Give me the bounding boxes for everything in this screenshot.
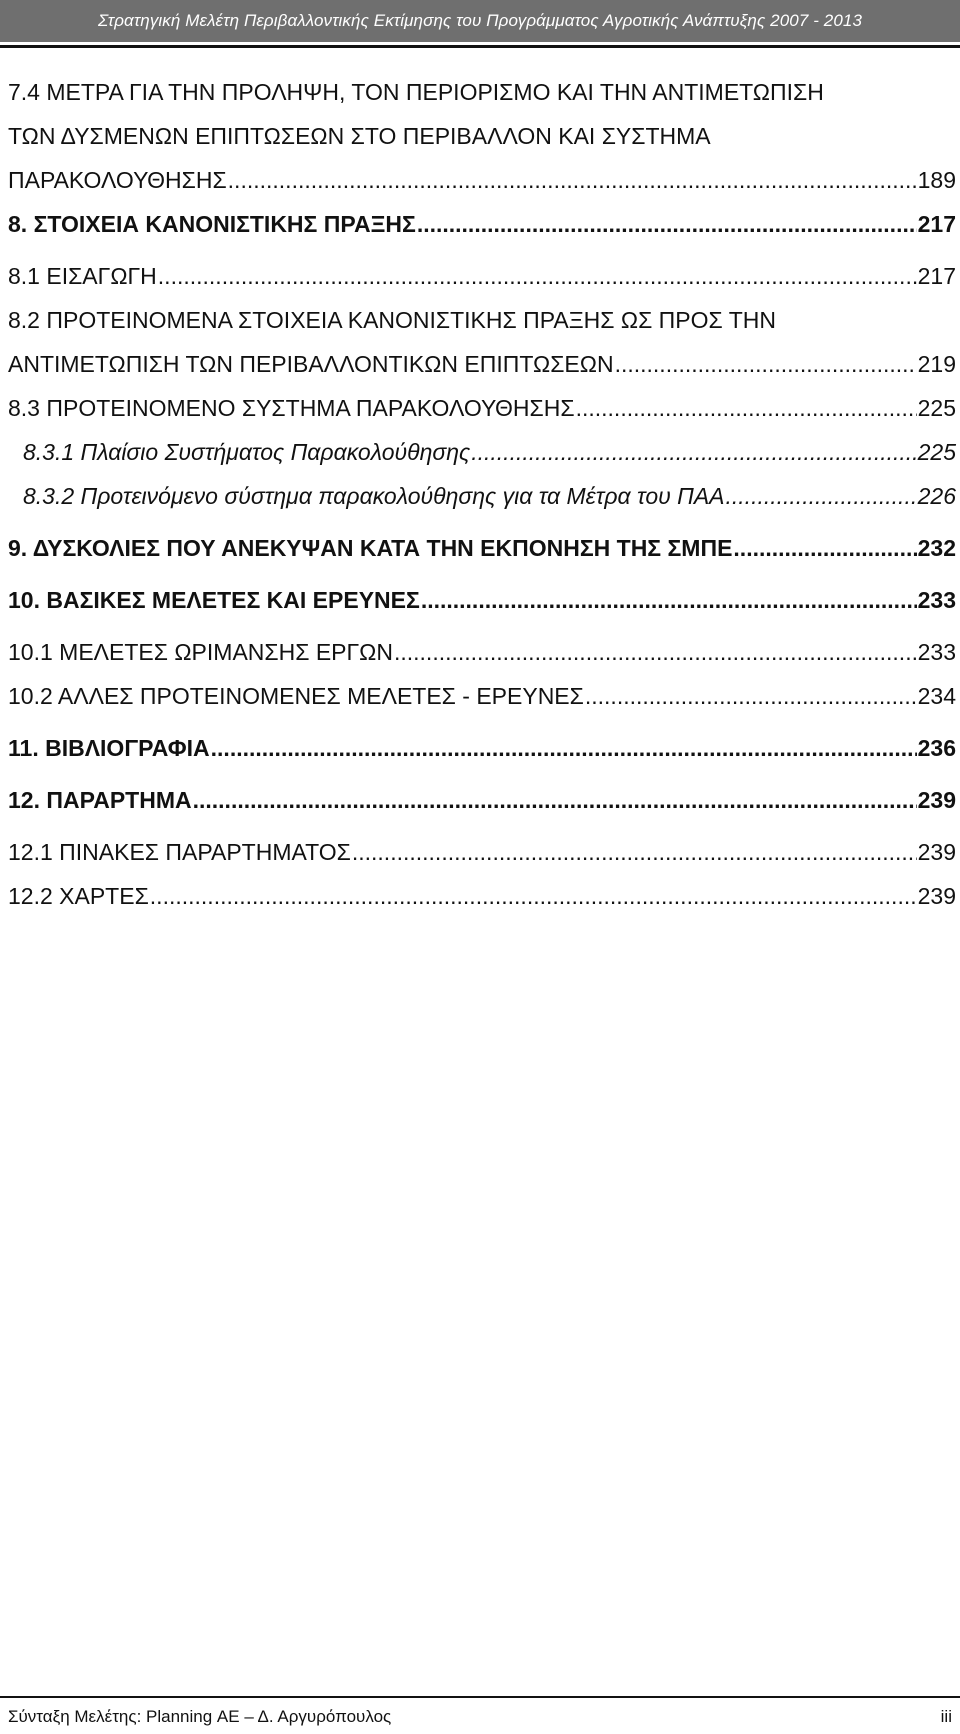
dot-leader [585,674,917,718]
toc-entry-12-1[interactable] [8,830,956,874]
toc-entry-10-1[interactable] [8,630,956,674]
toc-page-number: 233 [917,639,956,665]
dot-leader [228,158,917,202]
dot-leader [150,874,917,918]
dot-leader [211,726,917,770]
toc-entry-9[interactable] [8,526,956,570]
toc-page-number: 239 [917,883,956,909]
dot-leader [421,578,917,622]
toc-entry-title: 8.3 ΠΡΟΤΕΙΝΟΜΕΝΟ ΣΥΣΤΗΜΑ ΠΑΡΑΚΟΛΟΥΘΗΣΗΣ [8,395,575,421]
toc-entry-title: 12.2 ΧΑΡΤΕΣ [8,883,149,909]
toc-entry-10[interactable] [8,578,956,622]
dot-leader [352,830,917,874]
toc-entry-line: ΤΩΝ ΔΥΣΜΕΝΩΝ ΕΠΙΠΤΩΣΕΩΝ ΣΤΟ ΠΕΡΙΒΑΛΛΟΝ ΚΑΙ ΣΥΣΤΗΜΑ [8,123,711,149]
toc-entry-title: 10.1 ΜΕΛΕΤΕΣ ΩΡΙΜΑΝΣΗΣ ΕΡΓΩΝ [8,639,393,665]
footer-divider [0,1696,960,1698]
dot-leader [726,474,917,518]
toc-entry-title: 12.1 ΠΙΝΑΚΕΣ ΠΑΡΑΡΤΗΜΑΤΟΣ [8,839,351,865]
toc-page-number: 236 [917,735,956,761]
toc-page-number: 232 [917,535,956,561]
toc-entry-12-2[interactable] [8,874,956,918]
toc-page-number: 219 [917,351,956,377]
toc-entry-title: 11. ΒΙΒΛΙΟΓΡΑΦΙΑ [8,735,210,761]
toc-entry-title: 10.2 ΑΛΛΕΣ ΠΡΟΤΕΙΝΟΜΕΝΕΣ ΜΕΛΕΤΕΣ - ΕΡΕΥΝΕΣ [8,683,584,709]
toc-page-number: 225 [917,395,956,421]
toc-entry-11[interactable] [8,726,956,770]
dot-leader [158,254,917,298]
toc-entry-7-4[interactable] [8,70,956,202]
toc-entry-title: 10. ΒΑΣΙΚΕΣ ΜΕΛΕΤΕΣ ΚΑΙ ΕΡΕΥΝΕΣ [8,587,420,613]
toc-entry-line: ΑΝΤΙΜΕΤΩΠΙΣΗ ΤΩΝ ΠΕΡΙΒΑΛΛΟΝΤΙΚΩΝ ΕΠΙΠΤΩΣΕΩΝ [8,351,614,377]
toc-page-number: 217 [917,211,956,237]
dot-leader [733,526,916,570]
toc-entry-10-2[interactable] [8,674,956,718]
toc-entry-line: 8.2 ΠΡΟΤΕΙΝΟΜΕΝΑ ΣΤΟΙΧΕΙΑ ΚΑΝΟΝΙΣΤΙΚΗΣ ΠΡΑΞΗΣ ΩΣ ΠΡΟΣ ΤΗΝ [8,307,776,333]
toc-entry-8-3-1[interactable] [8,430,956,474]
toc-entry-line: ΠΑΡΑΚΟΛΟΥΘΗΣΗΣ [8,167,227,193]
toc-page-number: 239 [917,787,956,813]
dot-leader [394,630,917,674]
toc-entry-title: 9. ΔΥΣΚΟΛΙΕΣ ΠΟΥ ΑΝΕΚΥΨΑΝ ΚΑΤΑ ΤΗΝ ΕΚΠΟΝΗΣΗ ΤΗΣ ΣΜΠΕ [8,535,733,561]
toc-page-number: 189 [917,167,956,193]
toc-page-number: 239 [917,839,956,865]
toc-page-number: 226 [917,483,956,509]
toc-page-number: 217 [917,263,956,289]
toc-entry-title: 12. ΠΑΡΑΡΤΗΜΑ [8,787,192,813]
toc-page-number: 225 [917,439,956,465]
header-divider [0,45,960,48]
toc-entry-8-3-2[interactable] [8,474,956,518]
dot-leader [417,202,917,246]
toc-entry-8-2[interactable] [8,298,956,386]
toc-entry-title: 8. ΣΤΟΙΧΕΙΑ ΚΑΝΟΝΙΣΤΙΚΗΣ ΠΡΑΞΗΣ [8,211,416,237]
dot-leader [471,430,916,474]
toc-page-number: 234 [917,683,956,709]
running-header: Στρατηγική Μελέτη Περιβαλλοντικής Εκτίμησης του Προγράμματος Αγροτικής Ανάπτυξης 2007 - 2013 [0,0,960,42]
dot-leader [193,778,917,822]
toc-entry-8-3[interactable] [8,386,956,430]
toc-entry-8-1[interactable] [8,254,956,298]
toc-entry-title: 8.3.1 Πλαίσιο Συστήματος Παρακολούθησης [23,439,471,465]
toc-entry-title: 8.1 ΕΙΣΑΓΩΓΗ [8,263,157,289]
toc-entry-title: 8.3.2 Προτεινόμενο σύστημα παρακολούθησης για τα Μέτρα του ΠΑΑ [23,483,725,509]
toc-entry-8[interactable] [8,202,956,246]
footer-author: Σύνταξη Μελέτης: Planning ΑΕ – Δ. Αργυρόπουλος [8,1707,392,1726]
toc-entry-12[interactable] [8,778,956,822]
footer-page-number: iii [940,1707,952,1726]
dot-leader [576,386,917,430]
table-of-contents [8,70,956,918]
dot-leader [615,342,917,386]
toc-entry-line: 7.4 ΜΕΤΡΑ ΓΙΑ ΤΗΝ ΠΡΟΛΗΨΗ, ΤΟΝ ΠΕΡΙΟΡΙΣΜΟ ΚΑΙ ΤΗΝ ΑΝΤΙΜΕΤΩΠΙΣΗ [8,79,824,105]
toc-page-number: 233 [917,587,956,613]
